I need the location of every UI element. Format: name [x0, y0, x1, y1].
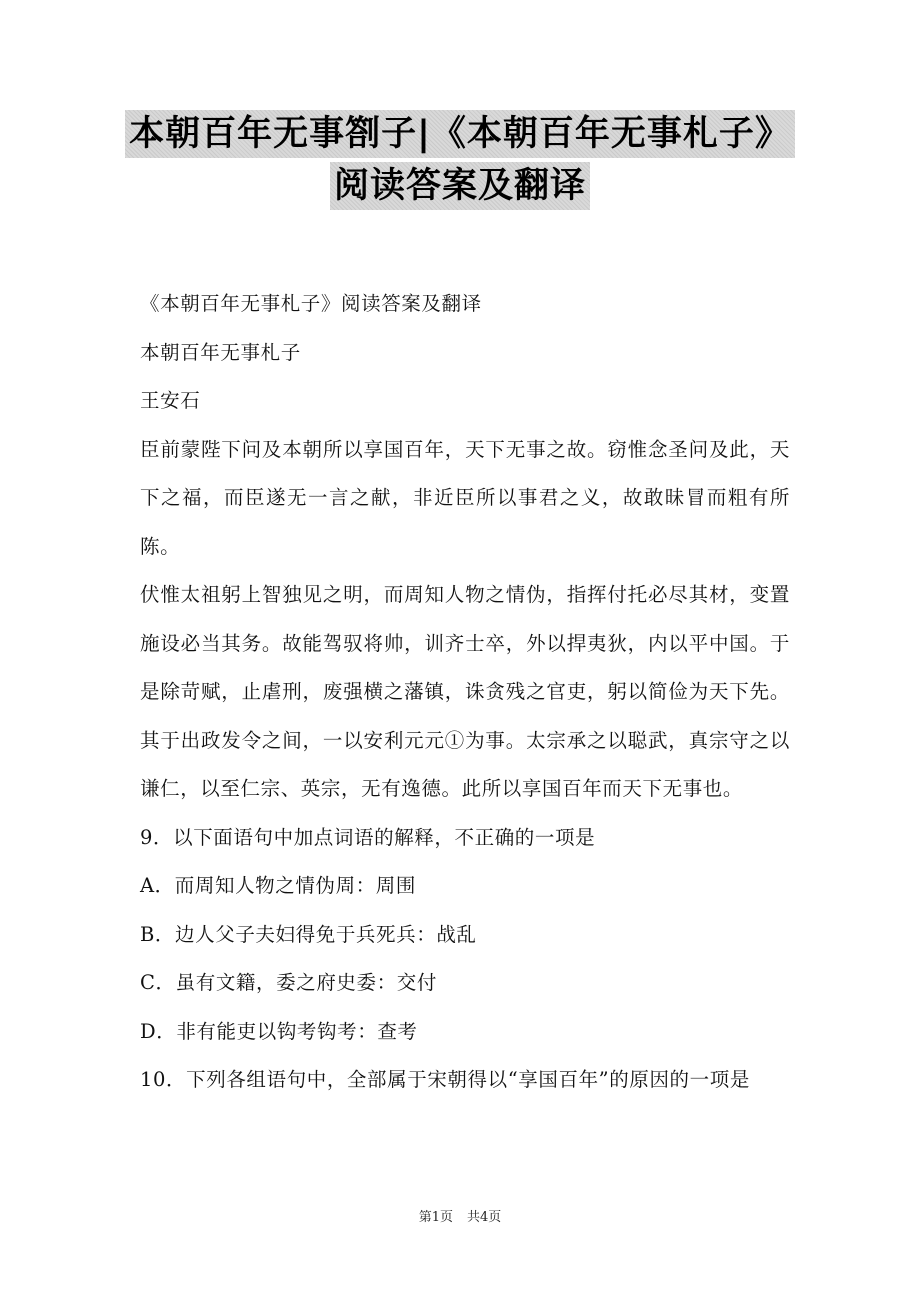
question-9-option-b: B．边人父子夫妇得免于兵死兵：战乱 — [140, 922, 477, 946]
question-9-option-a: A．而周知人物之情伪周：周围 — [140, 874, 416, 897]
document-title — [0, 110, 920, 210]
essay-author: 王安石 — [140, 389, 201, 412]
question-9: 9．以下面语句中加点词语的解释，不正确的一项是 — [140, 825, 596, 849]
page-footer — [0, 1206, 920, 1225]
essay-paragraph-2: 伏惟太祖躬上智独见之明，而周知人物之情伪，指挥付托必尽其材，变置施设必当其务。故能驾驭将帅，训齐士卒，外以捍夷狄，内以平中国。于是除苛赋，止虐刑，废强横之藩镇，诛贪残之官吏，躬以简俭为天下先。其于出政发令之间，一以安利元元①为事。太宗承之以聪武，真宗守之以谦仁，以至仁宗、英宗，无有逸德。此所以享国百年而天下无事也。 — [140, 583, 790, 800]
article-heading: 《本朝百年无事札子》阅读答案及翻译 — [140, 292, 482, 315]
essay-title: 本朝百年无事札子 — [140, 340, 301, 364]
title-line-2: 阅读答案及翻译 — [330, 162, 590, 210]
page-total: 共4页 — [467, 1210, 502, 1225]
document-body — [140, 280, 790, 1105]
question-9-option-c: C．虽有文籍，委之府史委：交付 — [140, 971, 437, 994]
title-line-1: 本朝百年无事劄子|《本朝百年无事札子》 — [125, 110, 795, 158]
question-10: 10．下列各组语句中，全部属于宋朝得以“享国百年”的原因的一项是 — [140, 1068, 750, 1091]
essay-paragraph-1: 臣前蒙陛下问及本朝所以享国百年，天下无事之故。窃惟念圣问及此，天下之福，而臣遂无一言之献，非近臣所以事君之义，故敢昧冒而粗有所陈。 — [140, 437, 790, 558]
question-9-option-d: D．非有能吏以钩考钩考：查考 — [140, 1019, 418, 1043]
page-number: 第1页 — [418, 1210, 453, 1225]
